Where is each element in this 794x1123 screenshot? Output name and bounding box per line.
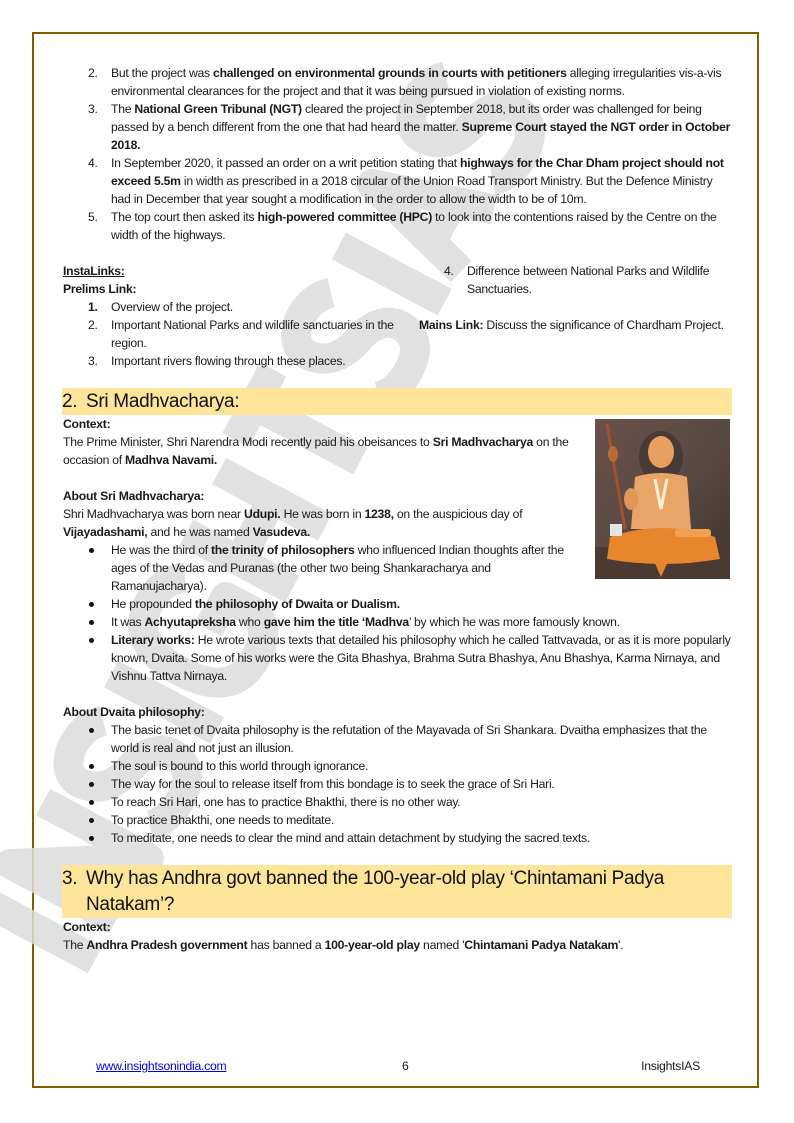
bold-text-run: Udupi. bbox=[244, 507, 281, 521]
footer-brand: InsightsIAS bbox=[641, 1059, 700, 1073]
text-run: He propounded bbox=[111, 597, 195, 611]
mains-link-text: Discuss the significance of Chardham Project. bbox=[483, 318, 724, 332]
text-run: to look into the contentions raised by the Centre on the width of the highways. bbox=[111, 210, 717, 242]
text-run: cleared the project in September 2018, but its order was challenged for being passed by a bench different from the one that had heard the matter. bbox=[111, 102, 702, 134]
bold-text-run: 100-year-old play bbox=[324, 938, 420, 952]
bold-text-run: the trinity of philosophers bbox=[211, 543, 355, 557]
dvaita-bullet: To reach Sri Hari, one has to practice Bhakthi, there is no other way. bbox=[63, 793, 733, 811]
text-run: It was bbox=[111, 615, 145, 629]
prelims-item bbox=[419, 262, 733, 298]
bold-text-run: Chintamani Padya Natakam bbox=[464, 938, 619, 952]
prelims-item-text: Overview of the project. bbox=[111, 300, 234, 314]
about-madhvacharya-bullets bbox=[63, 541, 733, 685]
page-number: 6 bbox=[402, 1059, 409, 1073]
instalinks-right-column bbox=[419, 262, 733, 370]
text-run: and he was named bbox=[147, 525, 253, 539]
chardham-point bbox=[63, 154, 733, 208]
section-2-heading bbox=[62, 388, 732, 415]
text-run: He was born in bbox=[280, 507, 365, 521]
bold-text-run: 1238, bbox=[364, 507, 394, 521]
text-run: ’ by which he was more famously known. bbox=[408, 615, 620, 629]
website-link[interactable]: www.insightsonindia.com bbox=[96, 1059, 227, 1073]
dvaita-bullets bbox=[63, 721, 733, 847]
text-run: The top court then asked its bbox=[111, 210, 258, 224]
dvaita-bullet: To meditate, one needs to clear the mind and attain detachment by studying the sacred texts. bbox=[63, 829, 733, 847]
bold-text-run: gave him the title ‘Madhva bbox=[263, 615, 409, 629]
prelims-link-list bbox=[63, 298, 419, 370]
section-3-context-text bbox=[63, 936, 733, 954]
section-2-context-label: Context: bbox=[63, 417, 111, 431]
section-2-number: 2. bbox=[62, 391, 78, 412]
text-run: The bbox=[111, 102, 135, 116]
dvaita-bullet: The way for the soul to release itself from this bondage is to seek the grace of Sri Hari. bbox=[63, 775, 733, 793]
bold-text-run: Vasudeva. bbox=[252, 525, 310, 539]
bold-text-run: Supreme Court stayed the NGT order in October 2018. bbox=[111, 120, 731, 152]
mains-link bbox=[419, 316, 733, 334]
text-run: on the auspicious day of bbox=[393, 507, 523, 521]
chardham-points-list bbox=[63, 64, 733, 244]
prelims-item-number: 3. bbox=[88, 354, 98, 368]
chardham-point bbox=[63, 208, 733, 244]
prelims-item bbox=[63, 316, 419, 352]
prelims-item-text: Important rivers flowing through these places. bbox=[111, 354, 346, 368]
instalinks-section bbox=[63, 262, 733, 370]
text-run: But the project was bbox=[111, 66, 214, 80]
text-run: named ' bbox=[419, 938, 465, 952]
section-3-title: Why has Andhra govt banned the 100-year-old play ‘Chintamani Padya Natakam’? bbox=[86, 868, 665, 915]
bold-text-run: the philosophy of Dwaita or Dualism. bbox=[194, 597, 400, 611]
bold-text-run: Sri Madhvacharya bbox=[432, 435, 534, 449]
prelims-link-label: Prelims Link: bbox=[63, 282, 137, 296]
document-body bbox=[63, 64, 733, 954]
prelims-item-text: Important National Parks and wildlife sanctuaries in the region. bbox=[111, 318, 394, 350]
point-number: 3. bbox=[88, 102, 98, 116]
mains-link-label: Mains Link: bbox=[419, 318, 484, 332]
prelims-item-text: Difference between National Parks and Wildlife Sanctuaries. bbox=[467, 264, 710, 296]
chardham-point bbox=[63, 100, 733, 154]
madhvacharya-bullet bbox=[63, 631, 733, 685]
bold-text-run: highways for the Char Dham project should not exceed 5.5m bbox=[111, 156, 724, 188]
text-run: The bbox=[63, 938, 87, 952]
bold-text-run: National Green Tribunal (NGT) bbox=[134, 102, 302, 116]
text-run: In September 2020, it passed an order on a writ petition stating that bbox=[111, 156, 461, 170]
text-run: who bbox=[235, 615, 264, 629]
bold-text-run: Vijayadashami, bbox=[63, 525, 148, 539]
dvaita-bullet: To practice Bhakthi, one needs to meditate. bbox=[63, 811, 733, 829]
text-run: in width as prescribed in a 2018 circular of the Union Road Transport Ministry. But the Defence Ministry had in December that year sought a modification in the order to allow the width to be of 10m. bbox=[111, 174, 713, 206]
prelims-item-number: 4. bbox=[444, 264, 454, 278]
section-2-body bbox=[63, 415, 733, 847]
prelims-link-list-continued bbox=[419, 262, 733, 298]
prelims-item-number: 1. bbox=[88, 300, 98, 314]
section-3-context-label: Context: bbox=[63, 920, 111, 934]
point-number: 5. bbox=[88, 210, 98, 224]
point-number: 2. bbox=[88, 66, 98, 80]
text-run: '. bbox=[618, 938, 624, 952]
madhvacharya-bullet bbox=[63, 541, 733, 595]
about-madhvacharya-label: About Sri Madhvacharya: bbox=[63, 489, 205, 503]
bold-text-run: challenged on environmental grounds in courts with petitioners bbox=[213, 66, 567, 80]
text-run: has banned a bbox=[247, 938, 325, 952]
text-run: alleging irregularities vis-a-vis environmental clearances for the project and that it was being pursued in violation of existing norms. bbox=[111, 66, 722, 98]
madhvacharya-bullet bbox=[63, 595, 733, 613]
section-2-title: Sri Madhvacharya: bbox=[86, 391, 240, 412]
about-dvaita-label: About Dvaita philosophy: bbox=[63, 705, 205, 719]
point-number: 4. bbox=[88, 156, 98, 170]
text-run: Shri Madhvacharya was born near bbox=[63, 507, 245, 521]
bold-text-run: Madhva Navami. bbox=[125, 453, 218, 467]
section-3-number: 3. bbox=[62, 868, 78, 889]
prelims-item-number: 2. bbox=[88, 318, 98, 332]
text-run: The Prime Minister, Shri Narendra Modi recently paid his obeisances to bbox=[63, 435, 433, 449]
bold-text-run: high-powered committee (HPC) bbox=[257, 210, 433, 224]
text-run: He was the third of bbox=[111, 543, 211, 557]
page-footer bbox=[96, 1059, 700, 1077]
prelims-item bbox=[63, 352, 419, 370]
bold-text-run: Achyutapreksha bbox=[144, 615, 236, 629]
chardham-point bbox=[63, 64, 733, 100]
madhvacharya-bullet bbox=[63, 613, 733, 631]
prelims-item bbox=[63, 298, 419, 316]
text-run: who influenced Indian thoughts after the ages of the Vedas and Puranas (the other two being Shankaracharya and Ramanujacharya). bbox=[111, 543, 564, 593]
text-run: on the occasion of bbox=[63, 435, 569, 467]
instalinks-left-column bbox=[63, 262, 419, 370]
bold-text-run: Andhra Pradesh government bbox=[86, 938, 248, 952]
text-run: He wrote various texts that detailed his philosophy which he called Tattvavada, or as it is more popularly known, Dvaita. Some of his works were the Gita Bhashya, Brahma Sutra Bhashya, Anu Bhashya, Karma Nirnaya, and Vishnu Tattva Nirnaya. bbox=[111, 633, 731, 683]
instalinks-title: InstaLinks: bbox=[63, 264, 125, 278]
dvaita-bullet: The basic tenet of Dvaita philosophy is the refutation of the Mayavada of Sri Shankara. Dvaitha emphasizes that the world is real and not just an illusion. bbox=[63, 721, 733, 757]
section-3-heading bbox=[62, 865, 732, 918]
dvaita-bullet: The soul is bound to this world through ignorance. bbox=[63, 757, 733, 775]
bold-text-run: Literary works: bbox=[111, 633, 195, 647]
